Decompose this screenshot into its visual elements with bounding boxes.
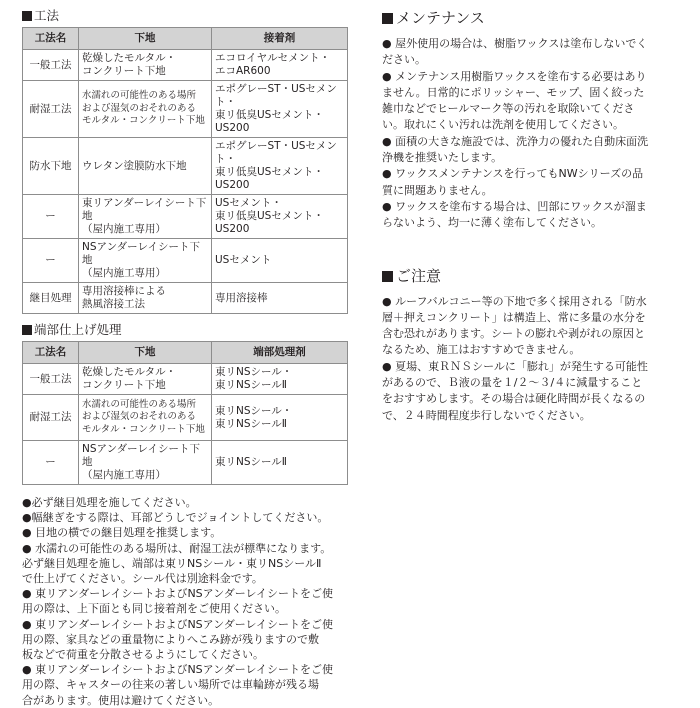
base-cell: NSアンダーレイシート下地 （屋内施工専用）: [79, 441, 212, 485]
method-cell: ー: [23, 441, 79, 485]
caution-line: で、２４時間程度歩行しないでください。: [382, 408, 591, 422]
maintenance-line: 雑巾などでヒールマーク等の汚れを取除いてくださ: [382, 102, 635, 116]
method-cell: 継目処理: [23, 283, 79, 314]
method-cell: 一般工法: [23, 50, 79, 81]
note-line: 必ず継目処理を施し、端部は東リNSシール・東リNSシールⅡ: [22, 556, 322, 570]
maintenance-line: ● ワックスメンテナンスを行ってもNWシリーズの品: [382, 167, 644, 181]
method-cell: 耐湿工法: [23, 395, 79, 441]
caution-notes: [382, 294, 682, 424]
table-row: [23, 50, 348, 81]
base-cell: 乾燥したモルタル・ コンクリート下地: [79, 364, 212, 395]
method-cell: 防水下地: [23, 138, 79, 195]
table-row: [23, 441, 348, 485]
table-row: [23, 395, 348, 441]
note-line: ● 目地の横での継目処理を推奨します。: [22, 526, 222, 540]
right-column: [382, 8, 682, 424]
maintenance-line: ● ワックスを塗布する場合は、凹部にワックスが溜ま: [382, 199, 647, 213]
note-line: 用の際は、上下面とも同じ接着剤をご使用ください。: [22, 602, 286, 616]
caution-line: 層＋押えコンクリート」は構造上、常に多量の水分を: [382, 310, 646, 324]
note-line: ●必ず継目処理を施してください。: [22, 496, 197, 509]
note-line: ● 東リアンダーレイシートおよびNSアンダーレイシートをご使: [22, 617, 334, 631]
table-row: [23, 138, 348, 195]
base-cell: 乾燥したモルタル・ コンクリート下地: [79, 50, 212, 81]
adhesive-cell: エコロイヤルセメント・ エコAR600: [212, 50, 348, 81]
edge-finish-table: [22, 341, 348, 485]
method-cell: 一般工法: [23, 364, 79, 395]
table-row: [23, 364, 348, 395]
edge-section-title: 端部仕上げ処理: [22, 322, 350, 338]
base-cell: ウレタン塗膜防水下地: [79, 138, 212, 195]
note-line: で仕上げてください。シール代は別途料金です。: [22, 572, 263, 586]
column-header-adhesive: 接着剤: [212, 28, 348, 50]
square-bullet-icon: [382, 13, 393, 24]
maintenance-line: 浄機を推奨いたします。: [382, 151, 503, 165]
caution-line: ● 夏場、東ＲＮＳシールに「膨れ」が発生する可能性: [382, 359, 648, 373]
base-cell: 水濡れの可能性のある場所 および湿気のおそれのある モルタル・コンクリート下地: [79, 395, 212, 441]
column-header-edge-agent: 端部処理剤: [212, 342, 348, 364]
table-row: [23, 283, 348, 314]
maintenance-line: ● 屋外使用の場合は、樹脂ワックスは塗布しないでく: [382, 37, 648, 50]
note-line: 板などで荷重を分散させるようにしてください。: [22, 648, 264, 662]
method-cell: ー: [23, 239, 79, 283]
adhesive-cell: エポグレーST・USセメント・ 東リ低臭USセメント・ US200: [212, 81, 348, 138]
table-row: [23, 195, 348, 239]
base-cell: 東リアンダーレイシート下地 （屋内施工専用）: [79, 195, 212, 239]
edge-agent-cell: 東リNSシールⅡ: [212, 441, 348, 485]
edge-agent-cell: 東リNSシール・ 東リNSシールⅡ: [212, 395, 348, 441]
adhesive-cell: 専用溶接棒: [212, 283, 348, 314]
table-row: [23, 239, 348, 283]
maintenance-line: ● メンテナンス用樹脂ワックスを塗布する必要はあり: [382, 69, 647, 83]
left-column: [22, 8, 350, 708]
note-line: 合があります。使用は避けてください。: [22, 693, 220, 707]
maintenance-line: 質に問題ありません。: [382, 183, 493, 197]
maintenance-notes: [382, 36, 682, 232]
caution-line: 含む恐れがあります。シートの膨れや剥がれの原因と: [382, 327, 646, 341]
note-line: 用の際、キャスターの往来の著しい場所では車輪跡が残る場: [22, 678, 319, 692]
adhesive-cell: USセメント・ 東リ低臭USセメント・US200: [212, 195, 348, 239]
maintenance-line: ● 面積の大きな施設では、洗浄力の優れた自動床面洗: [382, 134, 649, 148]
caution-title: ご注意: [382, 266, 682, 286]
base-cell: NSアンダーレイシート下地 （屋内施工専用）: [79, 239, 212, 283]
table-header-row: [23, 28, 348, 50]
column-header-base: 下地: [79, 28, 212, 50]
adhesive-cell: USセメント: [212, 239, 348, 283]
caution-line: をおすすめします。その場合は硬化時間が長くなるの: [382, 392, 646, 406]
note-line: ● 東リアンダーレイシートおよびNSアンダーレイシートをご使: [22, 587, 334, 601]
maintenance-line: い。取れにくい汚れは洗剤を使用してください。: [382, 118, 624, 132]
table-row: [23, 81, 348, 138]
maintenance-line: らないよう、均一に薄く塗布してください。: [382, 216, 602, 230]
maintenance-title: メンテナンス: [382, 8, 682, 28]
note-line: ●幅継ぎをする際は、耳部どうしでジョイントしてください。: [22, 511, 329, 525]
method-cell: 耐湿工法: [23, 81, 79, 138]
adhesive-section-title: 工法: [22, 8, 350, 24]
maintenance-line: ません。日常的にポリッシャー、モップ、固く絞った: [382, 85, 645, 99]
edge-agent-cell: 東リNSシール・ 東リNSシールⅡ: [212, 364, 348, 395]
column-header-method: 工法名: [23, 342, 79, 364]
column-header-method: 工法名: [23, 28, 79, 50]
adhesive-table: [22, 27, 348, 314]
method-cell: ー: [23, 195, 79, 239]
square-bullet-icon: [382, 271, 393, 282]
table-header-row: [23, 342, 348, 364]
note-line: ● 東リアンダーレイシートおよびNSアンダーレイシートをご使: [22, 663, 334, 677]
installation-notes: [22, 495, 350, 708]
note-line: ● 水濡れの可能性のある場所は、耐湿工法が標準になります。: [22, 541, 332, 555]
note-line: 用の際、家具などの重量物によりへこみ跡が残りますので敷: [22, 632, 319, 646]
caution-line: なるため、施工はおすすめできません。: [382, 343, 581, 357]
adhesive-cell: エポグレーST・USセメント・ 東リ低臭USセメント・US200: [212, 138, 348, 195]
caution-line: ● ルーフバルコニー等の下地で多く採用される「防水: [382, 294, 647, 308]
square-bullet-icon: [22, 11, 32, 21]
maintenance-line: ださい。: [382, 53, 426, 67]
square-bullet-icon: [22, 325, 32, 335]
caution-line: があるので、Ｂ液の量を１/２～３/４に減量すること: [382, 376, 643, 390]
base-cell: 専用溶接棒による 熱風溶接工法: [79, 283, 212, 314]
base-cell: 水濡れの可能性のある場所 および湿気のおそれのある モルタル・コンクリート下地: [79, 81, 212, 138]
column-header-base: 下地: [79, 342, 212, 364]
